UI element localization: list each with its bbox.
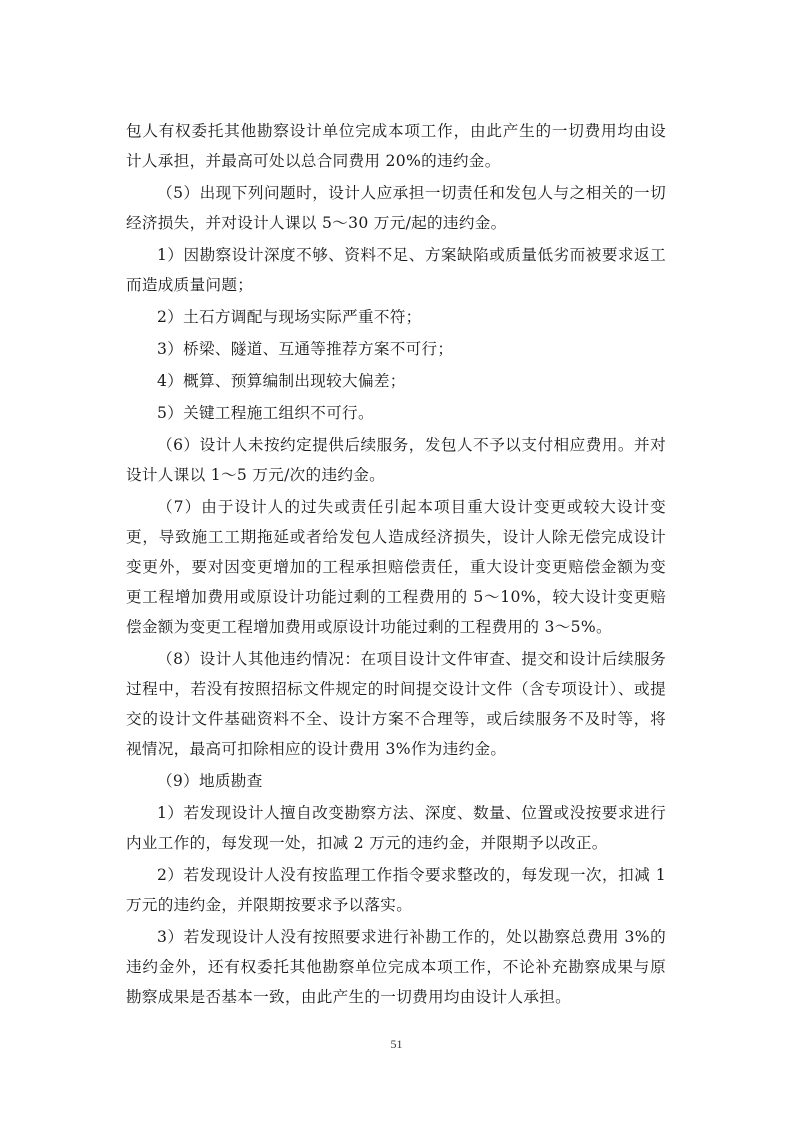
paragraph-clause-5: （5）出现下列问题时，设计人应承担一切责任和发包人与之相关的一切经济损失，并对设计人课以 5～30 万元/起的违约金。 (126, 184, 666, 232)
paragraph-clause-7: （7）由于设计人的过失或责任引起本项目重大设计变更或较大设计变更，导致施工工期拖延或者给发包人造成经济损失，设计人除无偿完成设计变更外，要对因变更增加的工程承担赔偿责任，重大设计变更赔偿金额为变更工程增加费用或原设计功能过剩的工程费用的 5～10%，较大设计变更赔偿金额为变更工程增加费用或原设计功能过剩的工程费用的 3～5%。 (126, 498, 666, 636)
list-item-5-2: 2）土石方调配与现场实际严重不符； (157, 308, 422, 326)
page-number: 51 (390, 1037, 403, 1051)
paragraph-clause-8: （8）设计人其他违约情况：在项目设计文件审查、提交和设计后续服务过程中，若没有按照招标文件规定的时间提交设计文件（含专项设计）、或提交的设计文件基础资料不全、设计方案不合理等，或后续服务不及时等，将视情况，最高可扣除相应的设计费用 3%作为违约金。 (126, 650, 666, 758)
list-item-9-3: 3）若发现设计人没有按照要求进行补勘工作的，处以勘察总费用 3%的违约金外，还有权委托其他勘察单位完成本项工作，不论补充勘察成果与原勘察成果是否基本一致，由此产生的一切费用均由设计人承担。 (126, 928, 666, 1006)
paragraph-continuation: 包人有权委托其他勘察设计单位完成本项工作，由此产生的一切费用均由设计人承担，并最高可处以总合同费用 20%的违约金。 (126, 122, 666, 170)
list-item-5-5: 5）关键工程施工组织不可行。 (157, 404, 374, 422)
list-item-9-1: 1）若发现设计人擅自改变勘察方法、深度、数量、位置或没按要求进行内业工作的，每发现一处，扣减 2 万元的违约金，并限期予以改正。 (126, 804, 666, 852)
list-item-5-1: 1）因勘察设计深度不够、资料不足、方案缺陷或质量低劣而被要求返工而造成质量问题； (126, 246, 666, 294)
heading-clause-9: （9）地质勘查 (157, 772, 263, 790)
list-item-9-2: 2）若发现设计人没有按监理工作指令要求整改的，每发现一次，扣减 1 万元的违约金，并限期按要求予以落实。 (126, 866, 666, 914)
paragraph-clause-6: （6）设计人未按约定提供后续服务，发包人不予以支付相应费用。并对设计人课以 1～5 万元/次的违约金。 (126, 436, 666, 484)
list-item-5-3: 3）桥梁、隧道、互通等推荐方案不可行； (157, 340, 454, 358)
document-body (126, 116, 666, 1014)
list-item-5-4: 4）概算、预算编制出现较大偏差； (157, 372, 406, 390)
